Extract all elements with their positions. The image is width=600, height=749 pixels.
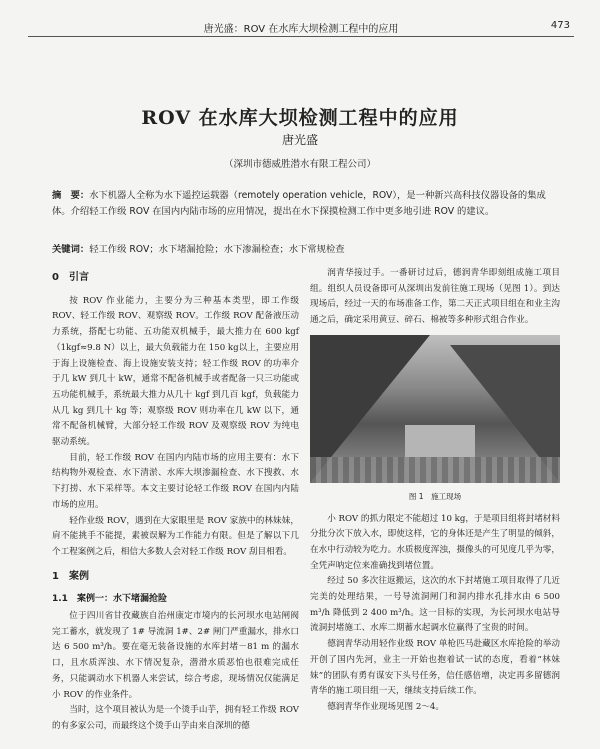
subsection-heading: 1.1 案例一：水下堵漏抢险 xyxy=(52,594,167,605)
paragraph: 小 ROV 的抓力限定不能超过 10 kg，于是项目组将封堵材料分批分次下放入水，即使这样，它的身体还是产生了明显的倾斜，在水中行动较为吃力。水质极度浑浊，摄像头的可见度几乎为零，全凭声呐定位来准确找到堵位置。 xyxy=(310,513,560,571)
keywords xyxy=(52,241,560,255)
paragraph: 润青华接过手。一番研讨过后，德润青华即刻组成施工项目组。组织人员设备即可从深圳出发前往施工现场（见图 1）。到达现场后，经过一天的布场准备工作，第二天正式项目组在和业主沟通之后，确定采用黄豆、碎石、棉被等多种形式组合作业。 xyxy=(310,268,560,326)
section-heading: 1 案例 xyxy=(52,570,89,582)
paragraph: 轻作业级 ROV，遇到在大家眼里是 ROV 家族中的林妹妹，肩不能挑手不能提，素被误解为工作能力有限。但是了解以下几个工程案例之后，相信大多数人会对轻工作级 ROV 刮目相看。 xyxy=(52,515,299,557)
abstract-label: 摘 要： xyxy=(52,190,90,201)
paragraph: 按 ROV 作业能力，主要分为三种基本类型，即工作级 ROV、轻工作级 ROV、观察级 ROV。工作级 ROV 配备液压动力系统，搭配七功能、五功能双机械手，最大推力在 600 kgf（1kgf≈9.8 N）以上，最大负载能力在 150 kg以上，主要应用于海上设施检查、海上设施安装支持；轻工作级 ROV 的功率介于几 kW 到几十 kW，通常不配备机械手或者配备一只三功能或五功能机械手，系统最大推力从几十 kgf 到几百 kgf，负载能力从几 kg 到几十 kg 等；观察级 ROV 则功率在几 kW 以下，通常不配备机械臂，大部分轻工作级 ROV 及观察级 ROV 为纯电驱动系统。 xyxy=(52,295,299,448)
page-number: 473 xyxy=(550,20,570,31)
paragraph: 目前，轻工作级 ROV 在国内内陆市场的应用主要有：水下结构物外观检查、水下清淤、水库大坝渗漏检查、水下搜救、水下打捞、水下采样等。本文主要讨论轻工作级 ROV 在国内内陆市场的应用。 xyxy=(52,452,299,510)
paragraph: 德润青华作业现场见图 2～4。 xyxy=(327,701,444,712)
keywords-label: 关键词： xyxy=(52,244,90,255)
construction-site-photo xyxy=(310,335,560,483)
right-column xyxy=(310,266,560,716)
paragraph: 位于四川省甘孜藏族自治州康定市境内的长河坝水电站闸阀完工蓄水，就发现了 1# 导流洞 1#、2# 闸门严重漏水，排水口达 6 500 m³/h。要在毫无装备设施的水库封堵－81 m 的漏水口，且水质浑浊、水下情况复杂，潜滑水质恶怕也很难完成任务，只能调动水下机器人来尝试，综合考虑，现场情况仅能满足小 ROV 的作业条件。 xyxy=(52,611,299,700)
abstract-text: 水下机器人全称为水下遥控运载器（remotely operation vehicle，ROV），是一种新兴高科技仪器设备的集成体。介绍轻工作级 ROV 在国内内陆市场的应用情况，提出在水下探摸检测工作中更多地引进 ROV 的建议。 xyxy=(52,190,546,217)
abstract xyxy=(52,188,560,219)
paper-title: ROV 在水库大坝检测工程中的应用 xyxy=(141,107,459,129)
keywords-text: 轻工作级 ROV；水下堵漏抢险；水下渗漏检查；水下常规检查 xyxy=(89,244,345,255)
section-heading: 0 引言 xyxy=(52,272,89,283)
left-column xyxy=(52,266,299,735)
running-header xyxy=(28,8,574,37)
running-title: 唐光盛：ROV 在水库大坝检测工程中的应用 xyxy=(203,24,399,35)
paragraph: 当时，这个项目被认为是一个烫手山芋，拥有轻工作级 ROV 的有多家公司，而最终这个烫手山芋由来自深圳的德 xyxy=(52,705,299,731)
affiliation: （深圳市德威胜潜水有限工程公司） xyxy=(223,159,376,170)
paragraph: 经过 50 多次往返搬运，这次的水下封堵施工项目取得了几近完美的处理结果，一号导流洞闸门和洞内排水孔排水由 6 500 m³/h 降低到 2 400 m³/h。这一目标的实现，为长河坝水电站导流洞封堵施工、水库二期蓄水起调水位赢得了宝贵的时间。 xyxy=(310,576,560,634)
author: 唐光盛 xyxy=(281,133,318,147)
rocks xyxy=(310,457,560,483)
paragraph: 德润青华动用轻作业级 ROV 单枪匹马赴藏区水库抢险的举动开创了国内先河，业主一开始也抱着试一试的态度，看着“林妹妹”的团队有勇有谋安下头号任务，信任感倍增，决定再多留德润青华的施工项目组一天，继续支持后续工作。 xyxy=(310,639,560,697)
figure-caption: 图 1 施工现场 xyxy=(408,491,462,501)
